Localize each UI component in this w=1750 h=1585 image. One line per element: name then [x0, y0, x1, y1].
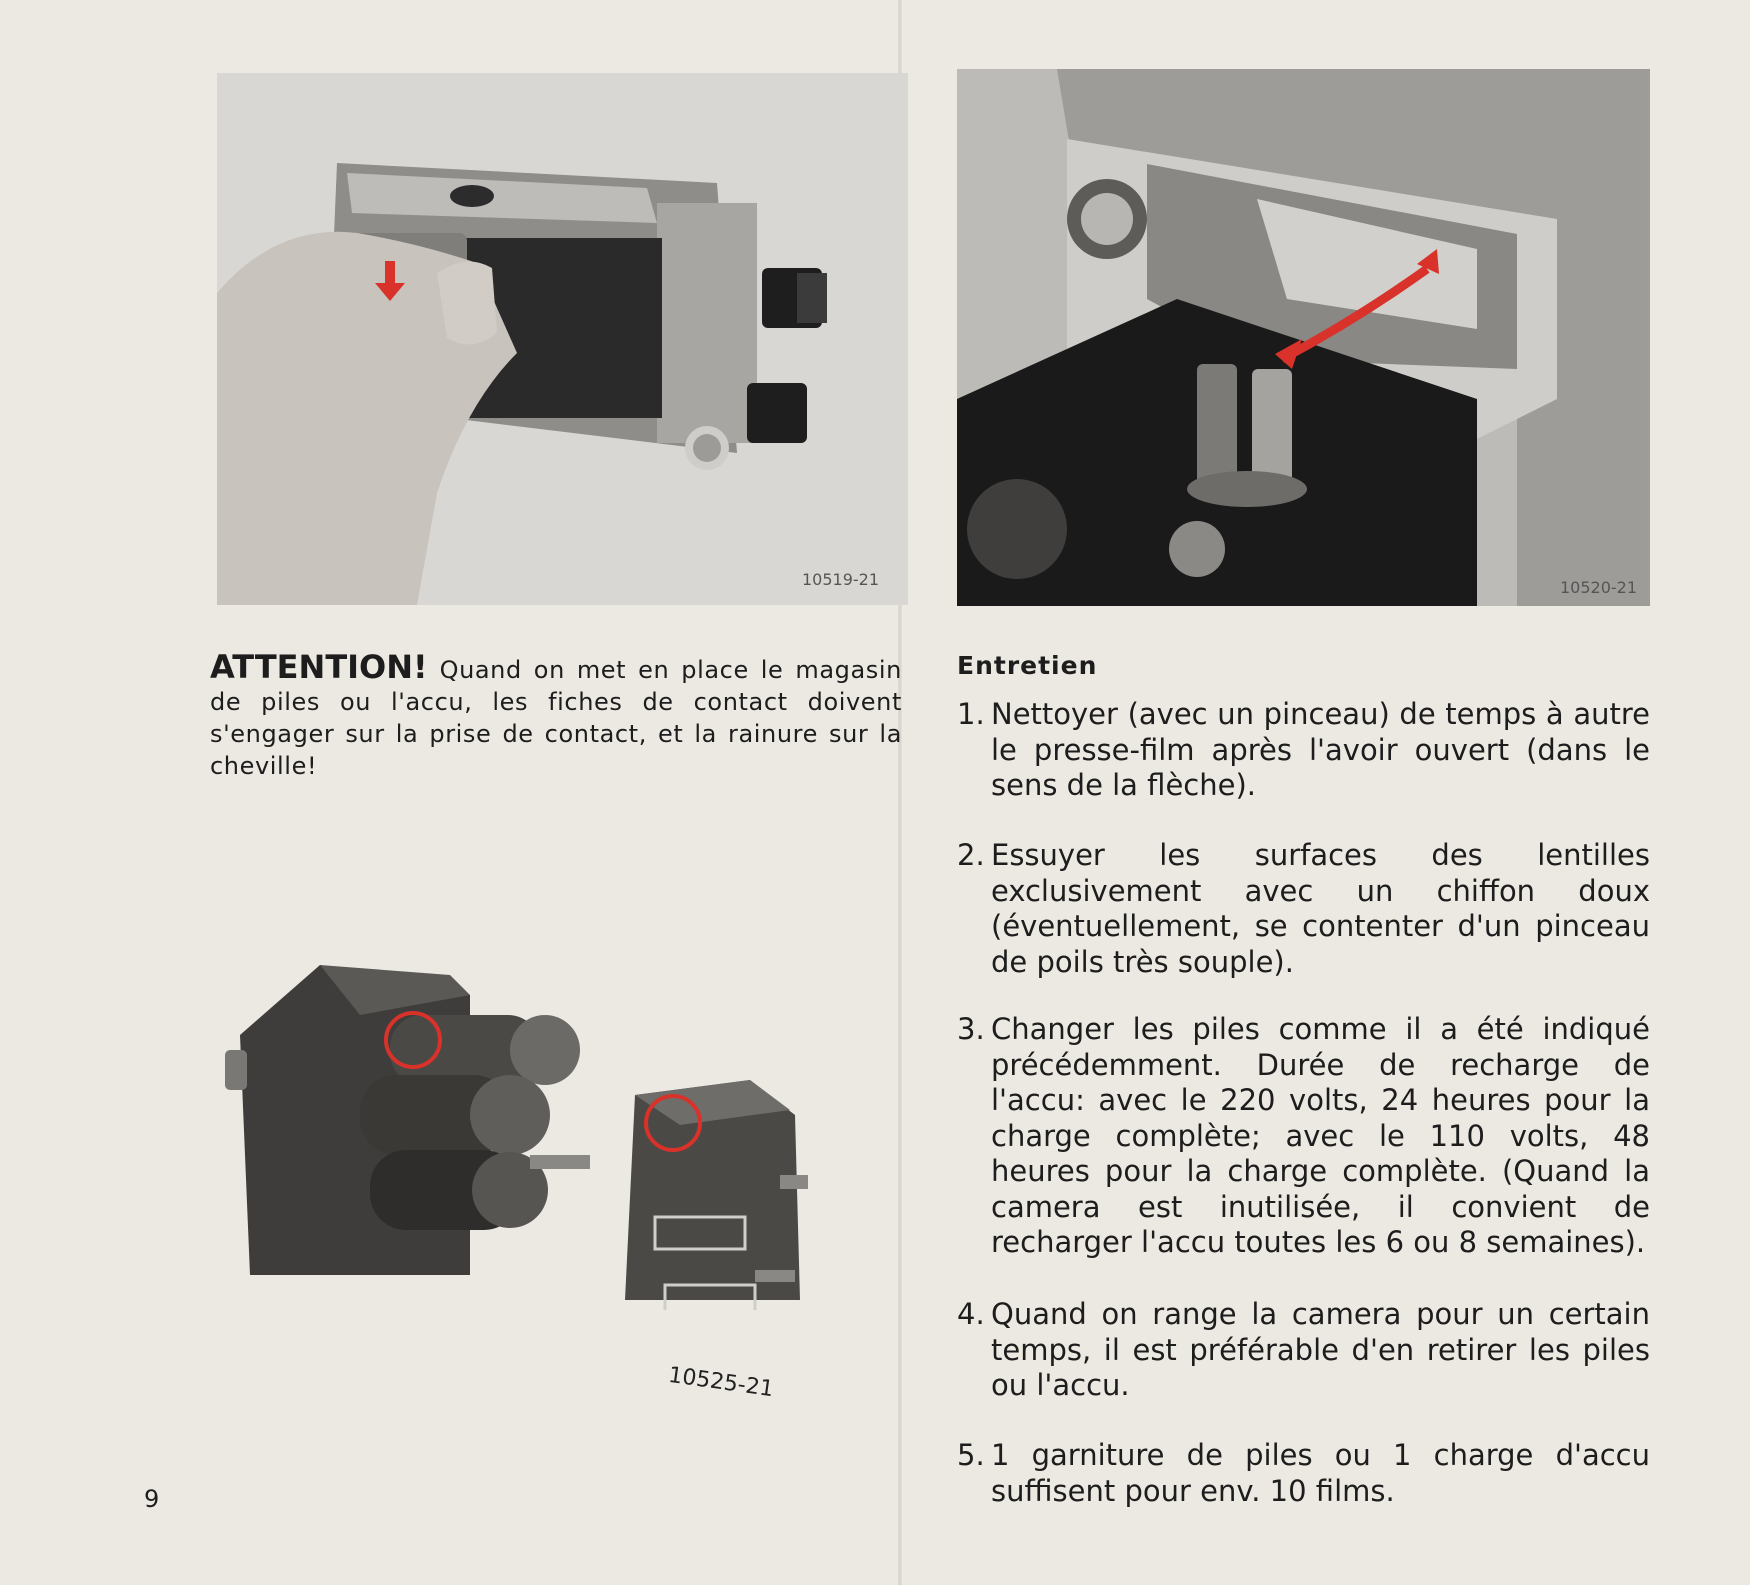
- item-number: 5.: [957, 1438, 985, 1472]
- figure-number: 10520-21: [1560, 578, 1638, 597]
- item-text: Quand on range la camera pour un certain temps, il est préférable d'en retirer les piles ou l'accu.: [991, 1297, 1650, 1402]
- page-number: 9: [144, 1485, 160, 1513]
- battery-magazine-photo: [210, 955, 900, 1310]
- attention-note: [210, 648, 902, 782]
- list-item: [957, 1438, 1650, 1509]
- item-text: Nettoyer (avec un pinceau) de temps à autre le presse-film après l'avoir ouvert (dans le sens de la flèche).: [991, 697, 1650, 802]
- attention-lead: ATTENTION!: [210, 648, 428, 686]
- section-heading: Entretien: [957, 651, 1098, 680]
- item-text: 1 garniture de piles ou 1 charge d'accu suffisent pour env. 10 films.: [991, 1438, 1650, 1508]
- item-text: Essuyer les surfaces des lentilles exclusivement avec un chiffon doux (éventuellement, se contenter d'un pinceau de poils très souple).: [991, 838, 1650, 979]
- item-number: 2.: [957, 838, 985, 872]
- attention-text: Quand on met en place le magasin de piles ou l'accu, les fiches de contact doivent s'engager sur la prise de contact, et la rainure sur la cheville!: [210, 656, 902, 780]
- item-number: 1.: [957, 697, 985, 731]
- item-number: 3.: [957, 1012, 985, 1046]
- item-text: Changer les piles comme il a été indiqué précédemment. Durée de recharge de l'accu: avec le 220 volts, 24 heures pour la charge complète; avec le 110 volts, 48 heures pour la charge complète. (Quand la camera est inutilisée, il convient de recharger l'accu toutes les 6 ou 8 semaines).: [991, 1012, 1650, 1259]
- list-item: [957, 697, 1650, 804]
- list-item: [957, 838, 1650, 980]
- figure-number: 10519-21: [802, 570, 880, 589]
- list-item: [957, 1297, 1650, 1404]
- item-number: 4.: [957, 1297, 985, 1331]
- camera-magazine-photo: [217, 73, 908, 605]
- film-gate-photo: [957, 69, 1650, 606]
- list-item: [957, 1012, 1650, 1261]
- figure-number: 10525-21: [666, 1362, 776, 1403]
